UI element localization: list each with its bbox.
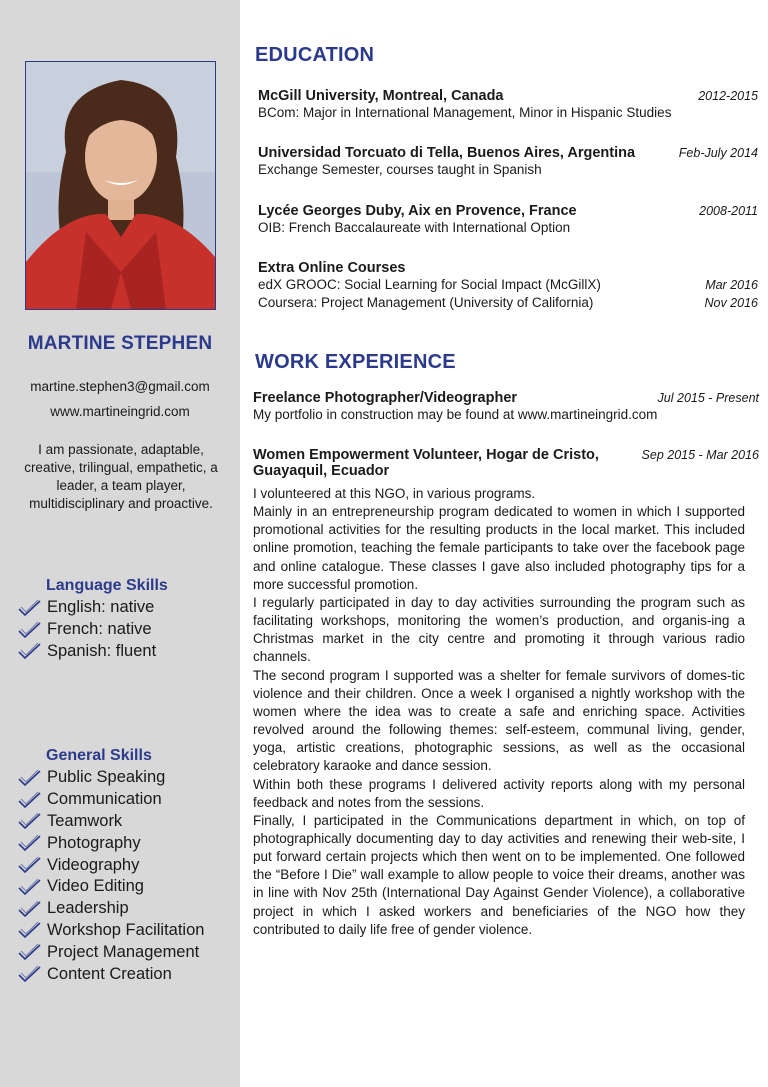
skill-item xyxy=(18,920,204,942)
checkmark-icon xyxy=(18,921,42,939)
checkmark-icon xyxy=(18,943,42,961)
checkmark-icon xyxy=(18,834,42,852)
skill-item xyxy=(18,811,204,833)
profile-name: MARTINE STEPHEN xyxy=(27,333,213,354)
education-detail: OIB: French Baccalaureate with International Option xyxy=(258,220,571,235)
profile-email[interactable]: martine.stephen3@gmail.com xyxy=(30,379,210,394)
education-school: Lycée Georges Duby, Aix en Provence, France xyxy=(258,203,577,219)
skill-label: Photography xyxy=(47,833,141,852)
checkmark-icon xyxy=(18,791,42,809)
skill-item xyxy=(18,641,156,663)
education-date: 2008-2011 xyxy=(699,204,758,218)
job-paragraph: I regularly participated in day to day activities surrounding the program such as facilitating workshops, monitoring the women’s production, and organis-ing a Christmas market in the city centre and promoting it through various radio channels. xyxy=(253,594,745,665)
skill-label: Communication xyxy=(47,790,162,809)
skill-label: Video Editing xyxy=(47,877,144,896)
education-detail: BCom: Major in International Management, Minor in Hispanic Studies xyxy=(258,105,672,120)
skill-label: Project Management xyxy=(47,942,200,961)
skill-item xyxy=(18,941,204,963)
checkmark-icon xyxy=(18,878,42,896)
education-school: Universidad Torcuato di Tella, Buenos Aires, Argentina xyxy=(258,145,636,161)
course-date: Nov 2016 xyxy=(704,296,758,310)
skill-item xyxy=(18,789,204,811)
checkmark-icon xyxy=(18,856,42,874)
education-entry xyxy=(258,88,758,122)
sidebar xyxy=(0,0,240,1087)
skill-label: Leadership xyxy=(47,899,129,918)
general-skills-list xyxy=(18,767,204,985)
skill-item xyxy=(18,832,204,854)
education-school: McGill University, Montreal, Canada xyxy=(258,88,504,104)
skill-item xyxy=(18,963,204,985)
skill-item xyxy=(18,619,156,641)
job-date: Sep 2015 - Mar 2016 xyxy=(641,448,759,462)
job-paragraph: Mainly in an entrepreneurship program dedicated to women in which I supported promotional activities for the resulting products in the local market. This included online promotion, teaching the female participants to take over the facebook page and online catalogue. These classes I gave also included photography tips for a more successful promotion. xyxy=(253,504,745,592)
job-description: My portfolio in construction may be found at www.martineingrid.com xyxy=(253,407,658,422)
checkmark-icon xyxy=(18,965,42,983)
skill-item xyxy=(18,876,204,898)
checkmark-icon xyxy=(18,769,42,787)
checkmark-icon xyxy=(18,812,42,830)
job-paragraph: Within both these programs I delivered activity reports along with my personal feedback and notes from the sessions. xyxy=(253,776,745,810)
skill-label: Videography xyxy=(47,855,140,874)
skill-label: Teamwork xyxy=(47,811,123,830)
job-location: Guayaquil, Ecuador xyxy=(253,463,390,479)
skill-label: French: native xyxy=(47,620,152,639)
skill-item xyxy=(18,597,156,619)
extra-courses xyxy=(258,260,758,312)
skill-item xyxy=(18,898,204,920)
checkmark-icon xyxy=(18,900,42,918)
job-paragraphs xyxy=(253,485,745,939)
education-entry xyxy=(258,145,758,179)
job-title: Women Empowerment Volunteer, Hogar de Cristo, xyxy=(253,447,599,463)
job-entry xyxy=(253,447,759,479)
job-title: Freelance Photographer/Videographer xyxy=(253,390,518,406)
checkmark-icon xyxy=(18,599,42,617)
profile-bio: I am passionate, adaptable, creative, trilingual, empathetic, a leader, a team player, multidisciplinary and proactive. xyxy=(24,442,218,511)
course-name: Coursera: Project Management (University of California) xyxy=(258,295,594,310)
skill-item xyxy=(18,767,204,789)
extra-courses-title: Extra Online Courses xyxy=(258,260,406,276)
course-name: edX GROOC: Social Learning for Social Impact (McGillX) xyxy=(258,277,601,292)
job-paragraph: I volunteered at this NGO, in various programs. xyxy=(253,486,536,501)
education-date: Feb-July 2014 xyxy=(678,146,758,160)
job-date: Jul 2015 - Present xyxy=(657,391,759,405)
skill-label: Content Creation xyxy=(47,964,172,983)
language-skills-list xyxy=(18,597,156,662)
profile-website[interactable]: www.martineingrid.com xyxy=(50,404,190,419)
skill-label: Public Speaking xyxy=(47,768,166,787)
skill-item xyxy=(18,854,204,876)
skill-label: Spanish: fluent xyxy=(47,641,157,660)
language-skills-title: Language Skills xyxy=(46,577,168,594)
skill-label: English: native xyxy=(47,598,155,617)
education-date: 2012-2015 xyxy=(698,89,758,103)
education-detail: Exchange Semester, courses taught in Spanish xyxy=(258,162,542,177)
education-entry xyxy=(258,203,758,237)
profile-photo xyxy=(25,61,216,310)
job-paragraph: The second program I supported was a shelter for female survivors of domes-tic violence and their children. Once a week I organised a nightly workshop with the women where the idea was to create a safe and enriching space. Activities revolved around the following themes: self-esteem, communal living, gender, yoga, artistic creations, photographic sessions, as well as the occasional celebratory karaoke and dance session. xyxy=(253,667,745,774)
education-title: EDUCATION xyxy=(255,44,375,66)
course-date: Mar 2016 xyxy=(705,278,758,292)
checkmark-icon xyxy=(18,642,42,660)
work-title: WORK EXPERIENCE xyxy=(255,351,456,373)
checkmark-icon xyxy=(18,621,42,639)
job-paragraph: Finally, I participated in the Communications department in which, on top of photographically documenting day to day activities and renewing their web-site, I put forward certain projects which then went on to be implemented. One followed the “Before I Die” wall example to allow people to voice their dreams, another was in line with Nov 25th (International Day Against Gender Violence), a collaborative project in which I asked workers and beneficiaries of the NGO how they contributed to daily life free of gender violence. xyxy=(253,812,745,937)
job-entry xyxy=(253,390,759,424)
skill-label: Workshop Facilitation xyxy=(47,920,205,939)
general-skills-title: General Skills xyxy=(46,747,152,764)
